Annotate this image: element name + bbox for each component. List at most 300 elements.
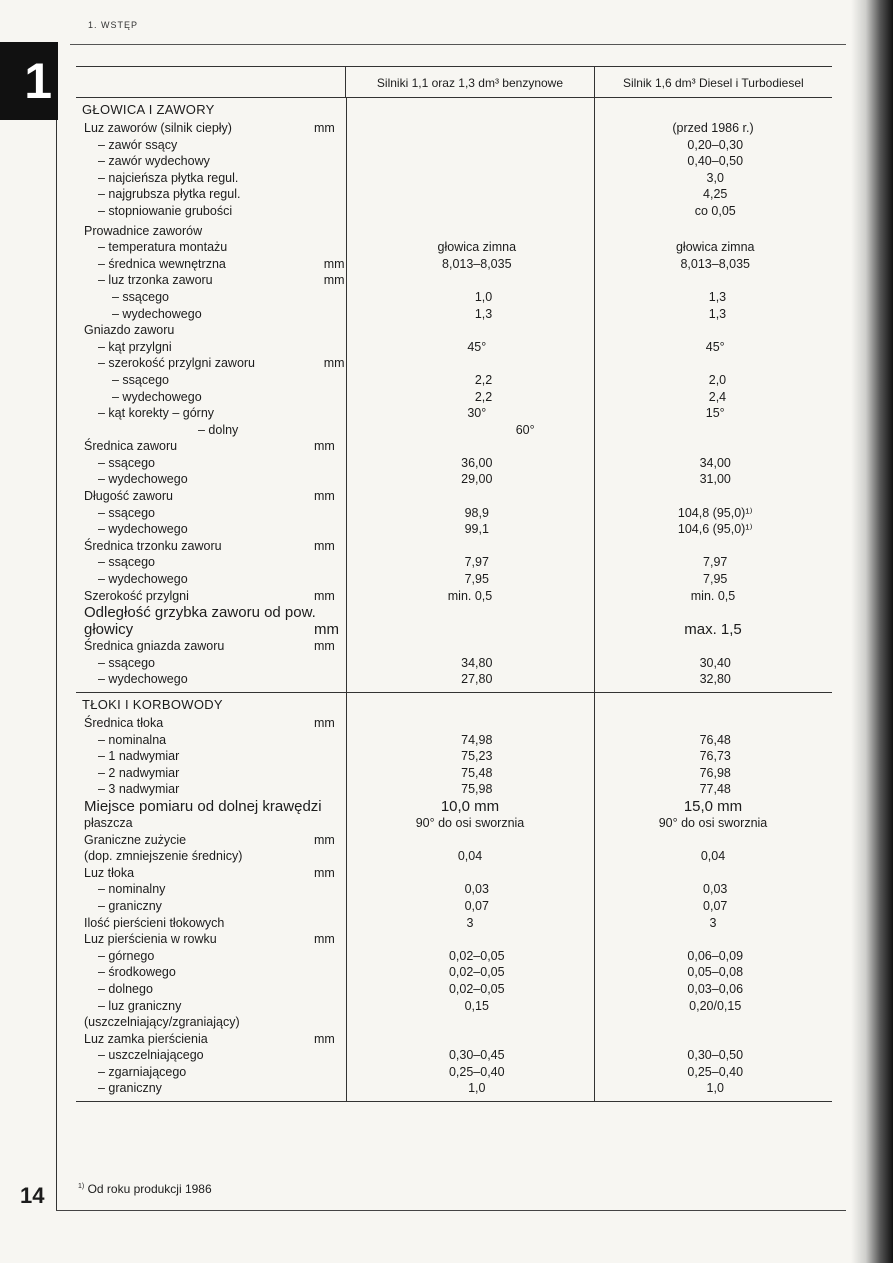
value-petrol: 45° bbox=[467, 339, 487, 354]
row-unit bbox=[314, 604, 346, 621]
value-diesel: 104,8 (95,0)¹⁾ bbox=[677, 505, 753, 520]
table-row bbox=[76, 488, 832, 505]
value-petrol: 34,80 bbox=[461, 655, 493, 670]
table-row bbox=[76, 832, 832, 849]
row-unit bbox=[324, 671, 355, 688]
value-diesel: 0,04 bbox=[700, 849, 726, 864]
value-diesel: 0,25–0,40 bbox=[687, 1064, 744, 1079]
row-unit bbox=[314, 915, 346, 932]
value-petrol: 7,97 bbox=[464, 555, 489, 570]
value-diesel bbox=[598, 272, 832, 289]
value-petrol bbox=[346, 604, 594, 621]
row-label: Średnica gniazda zaworu bbox=[84, 639, 225, 654]
table-row bbox=[76, 455, 832, 472]
table-row bbox=[76, 1080, 832, 1097]
row-label: Gniazdo zaworu bbox=[84, 323, 175, 338]
table-row bbox=[76, 671, 832, 688]
value-petrol: 0,04 bbox=[457, 849, 483, 864]
chapter-tab: 1 bbox=[0, 42, 58, 120]
table-row bbox=[76, 815, 832, 832]
row-unit bbox=[324, 655, 355, 672]
value-petrol bbox=[355, 272, 598, 289]
value-diesel bbox=[594, 604, 832, 621]
row-unit bbox=[324, 898, 355, 915]
value-petrol: 60° bbox=[515, 422, 535, 437]
table-section bbox=[76, 98, 832, 693]
table-row bbox=[76, 256, 832, 273]
table-row bbox=[76, 372, 832, 389]
row-unit bbox=[324, 571, 355, 588]
row-label: – zgarniającego bbox=[98, 1064, 187, 1079]
value-petrol: 7,95 bbox=[464, 572, 489, 587]
value-diesel: 0,03–0,06 bbox=[687, 981, 744, 996]
value-petrol bbox=[346, 538, 594, 555]
row-unit bbox=[333, 389, 364, 406]
table-row bbox=[76, 538, 832, 555]
table-row bbox=[76, 137, 832, 154]
value-diesel: 77,48 bbox=[699, 782, 731, 797]
table-row bbox=[76, 621, 832, 638]
value-diesel bbox=[630, 422, 832, 439]
row-unit bbox=[324, 455, 355, 472]
row-unit bbox=[324, 732, 355, 749]
table-row bbox=[76, 405, 832, 422]
row-unit: mm bbox=[314, 716, 335, 730]
row-label: – graniczny bbox=[98, 898, 162, 913]
value-diesel: 1,0 bbox=[706, 1081, 724, 1096]
row-label: – uszczelniającego bbox=[98, 1048, 204, 1063]
value-diesel bbox=[594, 832, 832, 849]
value-petrol bbox=[355, 355, 598, 372]
row-label: Luz tłoka bbox=[84, 865, 135, 880]
row-label: – najgrubsza płytka regul. bbox=[98, 187, 241, 202]
row-label: – 1 nadwymiar bbox=[98, 749, 180, 764]
table-row bbox=[76, 715, 832, 732]
table-row bbox=[76, 521, 832, 538]
value-diesel bbox=[594, 538, 832, 555]
value-petrol: 0,03 bbox=[464, 882, 489, 897]
footnote-mark: 1) bbox=[78, 1183, 85, 1190]
footnote bbox=[78, 1182, 212, 1196]
spec-table bbox=[76, 66, 832, 1102]
header-rule bbox=[70, 44, 846, 45]
row-label: – wydechowego bbox=[98, 522, 188, 537]
row-unit: mm bbox=[314, 932, 335, 947]
value-diesel: 0,30–0,50 bbox=[687, 1048, 744, 1063]
table-row bbox=[76, 915, 832, 932]
value-diesel bbox=[594, 715, 832, 732]
row-unit bbox=[324, 781, 355, 798]
row-label: Średnica trzonku zaworu bbox=[84, 538, 222, 553]
row-label: – temperatura montażu bbox=[98, 240, 228, 255]
row-label: – zawór ssący bbox=[98, 137, 178, 152]
row-unit bbox=[324, 554, 355, 571]
row-unit bbox=[324, 505, 355, 522]
row-label: (dop. zmniejszenie średnicy) bbox=[84, 849, 243, 864]
section-title: TŁOKI I KORBOWODY bbox=[82, 697, 223, 712]
row-label: Szerokość przylgni bbox=[84, 588, 189, 603]
value-petrol bbox=[346, 223, 594, 240]
value-petrol: 90° do osi sworznia bbox=[415, 815, 525, 830]
row-label: – szerokość przylgni zaworu bbox=[98, 356, 256, 371]
table-row bbox=[76, 203, 832, 220]
value-petrol: 29,00 bbox=[461, 472, 493, 487]
value-diesel: 90° do osi sworznia bbox=[658, 815, 768, 830]
row-unit: mm bbox=[314, 621, 339, 639]
table-row bbox=[76, 881, 832, 898]
row-unit bbox=[324, 153, 355, 170]
table-row bbox=[76, 998, 832, 1015]
value-petrol bbox=[355, 186, 598, 203]
row-label: Luz zaworów (silnik ciepły) bbox=[84, 121, 232, 135]
table-row bbox=[76, 638, 832, 655]
row-label: – nominalny bbox=[98, 882, 166, 897]
row-label: Luz pierścienia w rowku bbox=[84, 932, 217, 947]
value-diesel: 8,013–8,035 bbox=[680, 256, 750, 271]
table-row bbox=[76, 120, 832, 137]
row-unit bbox=[324, 964, 355, 981]
row-unit bbox=[324, 170, 355, 187]
row-unit bbox=[314, 815, 346, 832]
row-label: – ssącego bbox=[112, 289, 169, 304]
row-label: – ssącego bbox=[112, 372, 169, 387]
row-unit: mm bbox=[314, 588, 335, 603]
value-petrol: głowica zimna bbox=[437, 240, 517, 255]
row-unit bbox=[324, 981, 355, 998]
value-diesel bbox=[594, 865, 832, 882]
row-label: Ilość pierścieni tłokowych bbox=[84, 915, 225, 930]
row-label: – kąt korekty – górny bbox=[98, 406, 215, 421]
table-row bbox=[76, 223, 832, 240]
value-petrol bbox=[346, 865, 594, 882]
row-unit: mm bbox=[314, 639, 335, 654]
table-row bbox=[76, 422, 832, 439]
value-petrol: 0,02–0,05 bbox=[448, 948, 505, 963]
value-petrol bbox=[346, 1031, 594, 1048]
value-diesel: głowica zimna bbox=[675, 240, 755, 255]
value-petrol: 1,0 bbox=[474, 289, 493, 304]
value-petrol: 0,07 bbox=[464, 898, 489, 913]
row-label: (uszczelniający/zgraniający) bbox=[84, 1015, 240, 1030]
table-row bbox=[76, 1047, 832, 1064]
value-diesel: 0,05–0,08 bbox=[687, 965, 744, 980]
value-diesel bbox=[594, 931, 832, 948]
value-petrol bbox=[346, 638, 594, 655]
value-diesel: 31,00 bbox=[699, 472, 731, 487]
value-diesel: 7,97 bbox=[703, 555, 728, 570]
table-row bbox=[76, 848, 832, 865]
table-row bbox=[76, 571, 832, 588]
table-row bbox=[76, 471, 832, 488]
row-unit bbox=[333, 372, 364, 389]
row-unit bbox=[324, 881, 355, 898]
value-petrol: 75,98 bbox=[461, 782, 493, 797]
row-unit: mm bbox=[314, 489, 335, 504]
value-petrol: 75,48 bbox=[461, 765, 493, 780]
value-diesel: 45° bbox=[705, 339, 725, 354]
value-petrol: 0,25–0,40 bbox=[448, 1064, 505, 1079]
value-petrol: 99,1 bbox=[464, 522, 489, 537]
row-unit: mm bbox=[323, 256, 345, 271]
row-label: Długość zaworu bbox=[84, 489, 173, 504]
table-row bbox=[76, 931, 832, 948]
value-diesel: 0,20/0,15 bbox=[689, 998, 742, 1013]
table-row bbox=[76, 981, 832, 998]
row-unit: mm bbox=[314, 121, 335, 135]
column-header-diesel: Silnik 1,6 dm³ Diesel i Turbodiesel bbox=[594, 67, 832, 97]
row-unit bbox=[324, 471, 355, 488]
row-label: – ssącego bbox=[98, 455, 155, 470]
row-unit bbox=[314, 322, 346, 339]
row-label: – 2 nadwymiar bbox=[98, 765, 180, 780]
table-row bbox=[76, 322, 832, 339]
row-unit bbox=[324, 339, 355, 356]
row-label: – średnica wewnętrzna bbox=[98, 256, 226, 271]
value-petrol: 0,02–0,05 bbox=[448, 981, 505, 996]
row-label: płaszcza bbox=[84, 815, 133, 830]
row-label: – środkowego bbox=[98, 965, 176, 980]
row-label: Odległość grzybka zaworu od pow. bbox=[84, 604, 316, 622]
row-unit bbox=[324, 203, 355, 220]
value-petrol: 27,80 bbox=[461, 672, 493, 687]
row-unit bbox=[314, 798, 346, 815]
v-line-1 bbox=[346, 98, 347, 1102]
row-label: – kąt przylgni bbox=[98, 339, 172, 354]
value-petrol: 36,00 bbox=[461, 455, 493, 470]
table-row bbox=[76, 1014, 832, 1031]
row-unit: mm bbox=[314, 1031, 335, 1046]
value-diesel: 7,95 bbox=[703, 572, 728, 587]
table-row bbox=[76, 765, 832, 782]
row-label: – ssącego bbox=[98, 655, 155, 670]
table-row bbox=[76, 781, 832, 798]
row-unit bbox=[314, 1014, 346, 1031]
value-diesel: 34,00 bbox=[699, 455, 731, 470]
row-unit: mm bbox=[314, 865, 335, 880]
table-row bbox=[76, 355, 832, 372]
value-diesel: 1,3 bbox=[708, 306, 727, 321]
table-row bbox=[76, 655, 832, 672]
value-diesel: 0,20–0,30 bbox=[687, 137, 744, 152]
row-label: – wydechowego bbox=[98, 472, 188, 487]
row-unit: mm bbox=[323, 273, 345, 288]
value-petrol bbox=[346, 488, 594, 505]
value-diesel bbox=[598, 355, 832, 372]
value-diesel: 76,98 bbox=[699, 765, 731, 780]
row-label: – ssącego bbox=[98, 555, 155, 570]
table-section bbox=[76, 693, 832, 1102]
row-unit: mm bbox=[323, 356, 345, 371]
value-petrol bbox=[346, 832, 594, 849]
value-petrol bbox=[346, 931, 594, 948]
row-unit bbox=[324, 1064, 355, 1081]
value-petrol: 8,013–8,035 bbox=[442, 256, 512, 271]
value-petrol: 74,98 bbox=[461, 732, 493, 747]
row-label: – górnego bbox=[98, 948, 155, 963]
value-diesel: min. 0,5 bbox=[690, 588, 736, 603]
table-row bbox=[76, 306, 832, 323]
value-diesel: 3,0 bbox=[706, 170, 724, 185]
value-petrol: 3 bbox=[466, 915, 474, 930]
footer-rule bbox=[56, 1210, 846, 1211]
row-label: – dolnego bbox=[98, 981, 153, 996]
value-petrol: 1,0 bbox=[468, 1081, 486, 1096]
value-diesel bbox=[594, 638, 832, 655]
value-petrol: 75,23 bbox=[461, 749, 493, 764]
row-label: Graniczne zużycie bbox=[84, 832, 187, 847]
row-label: – najcieńsza płytka regul. bbox=[98, 170, 239, 185]
row-unit bbox=[324, 186, 355, 203]
row-unit bbox=[324, 1047, 355, 1064]
row-unit bbox=[324, 948, 355, 965]
value-diesel bbox=[594, 488, 832, 505]
row-label: – wydechowego bbox=[98, 672, 188, 687]
value-diesel: 32,80 bbox=[699, 672, 731, 687]
table-row bbox=[76, 289, 832, 306]
row-label: – wydechowego bbox=[112, 306, 202, 321]
value-diesel: 76,73 bbox=[699, 749, 731, 764]
value-diesel: 15,0 mm bbox=[683, 797, 743, 815]
row-unit: mm bbox=[314, 439, 335, 454]
value-petrol bbox=[355, 153, 598, 170]
v-line-2 bbox=[594, 98, 595, 1102]
value-diesel: 30,40 bbox=[699, 655, 731, 670]
row-unit bbox=[324, 998, 355, 1015]
table-body bbox=[76, 98, 832, 1102]
row-label: – luz graniczny bbox=[98, 998, 182, 1013]
row-label: Miejsce pomiaru od dolnej krawędzi bbox=[84, 797, 322, 815]
row-label: Luz zamka pierścienia bbox=[84, 1031, 208, 1046]
value-diesel: 3 bbox=[709, 915, 717, 930]
value-petrol: 0,15 bbox=[464, 998, 489, 1013]
row-unit bbox=[393, 422, 420, 439]
row-unit bbox=[324, 405, 355, 422]
scan-page-edge bbox=[851, 0, 893, 1263]
table-row bbox=[76, 798, 832, 815]
value-petrol bbox=[346, 621, 594, 638]
row-label: – luz trzonka zaworu bbox=[98, 273, 213, 288]
row-label: Średnica zaworu bbox=[84, 439, 178, 454]
value-diesel: (przed 1986 r.) bbox=[672, 121, 754, 135]
table-row bbox=[76, 170, 832, 187]
row-unit bbox=[324, 1080, 355, 1097]
table-row bbox=[76, 554, 832, 571]
value-petrol bbox=[346, 120, 594, 137]
value-petrol: 0,02–0,05 bbox=[448, 965, 505, 980]
value-diesel: 0,07 bbox=[703, 898, 728, 913]
value-petrol bbox=[346, 1014, 594, 1031]
row-unit bbox=[324, 137, 355, 154]
table-row bbox=[76, 505, 832, 522]
row-label: Prowadnice zaworów bbox=[84, 223, 203, 238]
row-unit bbox=[324, 521, 355, 538]
row-label: – wydechowego bbox=[112, 389, 202, 404]
value-petrol bbox=[346, 322, 594, 339]
value-diesel: 4,25 bbox=[703, 187, 728, 202]
margin-rule bbox=[56, 120, 57, 1210]
value-diesel: 1,3 bbox=[708, 289, 727, 304]
value-petrol bbox=[355, 203, 598, 220]
value-diesel: max. 1,5 bbox=[684, 621, 742, 639]
table-row bbox=[76, 964, 832, 981]
row-unit bbox=[324, 765, 355, 782]
row-label: Średnica tłoka bbox=[84, 716, 164, 730]
value-diesel bbox=[594, 322, 832, 339]
value-petrol: 30° bbox=[467, 406, 487, 421]
table-row bbox=[76, 239, 832, 256]
row-label: – stopniowanie grubości bbox=[98, 203, 233, 218]
table-row bbox=[76, 339, 832, 356]
value-diesel: co 0,05 bbox=[694, 203, 736, 218]
table-row bbox=[76, 1031, 832, 1048]
row-unit bbox=[324, 748, 355, 765]
value-diesel: 2,0 bbox=[708, 372, 727, 387]
table-row bbox=[76, 389, 832, 406]
table-row bbox=[76, 732, 832, 749]
value-diesel: 104,6 (95,0)¹⁾ bbox=[677, 522, 753, 537]
row-unit bbox=[324, 239, 355, 256]
table-row bbox=[76, 588, 832, 605]
row-unit: mm bbox=[314, 832, 335, 847]
table-header bbox=[76, 67, 832, 98]
row-unit bbox=[314, 848, 346, 865]
value-diesel bbox=[594, 223, 832, 240]
value-diesel: 0,06–0,09 bbox=[687, 948, 744, 963]
table-row bbox=[76, 898, 832, 915]
row-label: – wydechowego bbox=[98, 572, 188, 587]
value-petrol: 2,2 bbox=[474, 372, 493, 387]
table-row bbox=[76, 153, 832, 170]
value-petrol bbox=[346, 438, 594, 455]
value-petrol: 1,3 bbox=[474, 306, 493, 321]
value-diesel: 0,40–0,50 bbox=[687, 154, 744, 169]
row-unit: mm bbox=[314, 538, 335, 553]
value-diesel bbox=[594, 1014, 832, 1031]
row-label: – graniczny bbox=[98, 1081, 162, 1096]
column-header-petrol: Silniki 1,1 oraz 1,3 dm³ benzynowe bbox=[345, 67, 593, 97]
value-diesel bbox=[594, 438, 832, 455]
table-row bbox=[76, 1064, 832, 1081]
value-petrol: min. 0,5 bbox=[447, 588, 493, 603]
table-row bbox=[76, 748, 832, 765]
value-diesel: 76,48 bbox=[699, 732, 731, 747]
row-unit bbox=[314, 223, 346, 240]
value-diesel: 15° bbox=[705, 406, 725, 421]
table-row bbox=[76, 186, 832, 203]
value-diesel bbox=[594, 1031, 832, 1048]
section-header: 1. WSTĘP bbox=[88, 20, 139, 30]
footnote-text: Od roku produkcji 1986 bbox=[87, 1182, 212, 1196]
value-petrol bbox=[355, 170, 598, 187]
row-label: – zawór wydechowy bbox=[98, 154, 210, 169]
page-number: 14 bbox=[20, 1183, 45, 1208]
value-petrol bbox=[346, 715, 594, 732]
value-petrol: 98,9 bbox=[464, 505, 489, 520]
row-label: głowicy bbox=[84, 621, 134, 639]
row-unit bbox=[333, 289, 364, 306]
row-label: – nominalna bbox=[98, 732, 167, 747]
table-row bbox=[76, 948, 832, 965]
table-row bbox=[76, 604, 832, 621]
value-petrol: 0,30–0,45 bbox=[448, 1048, 505, 1063]
value-petrol: 10,0 mm bbox=[440, 797, 500, 815]
value-petrol bbox=[355, 137, 598, 154]
table-row bbox=[76, 272, 832, 289]
table-row bbox=[76, 438, 832, 455]
value-diesel: 0,03 bbox=[703, 882, 728, 897]
section-title: GŁOWICA I ZAWORY bbox=[82, 102, 215, 117]
row-label: – dolny bbox=[198, 422, 239, 437]
